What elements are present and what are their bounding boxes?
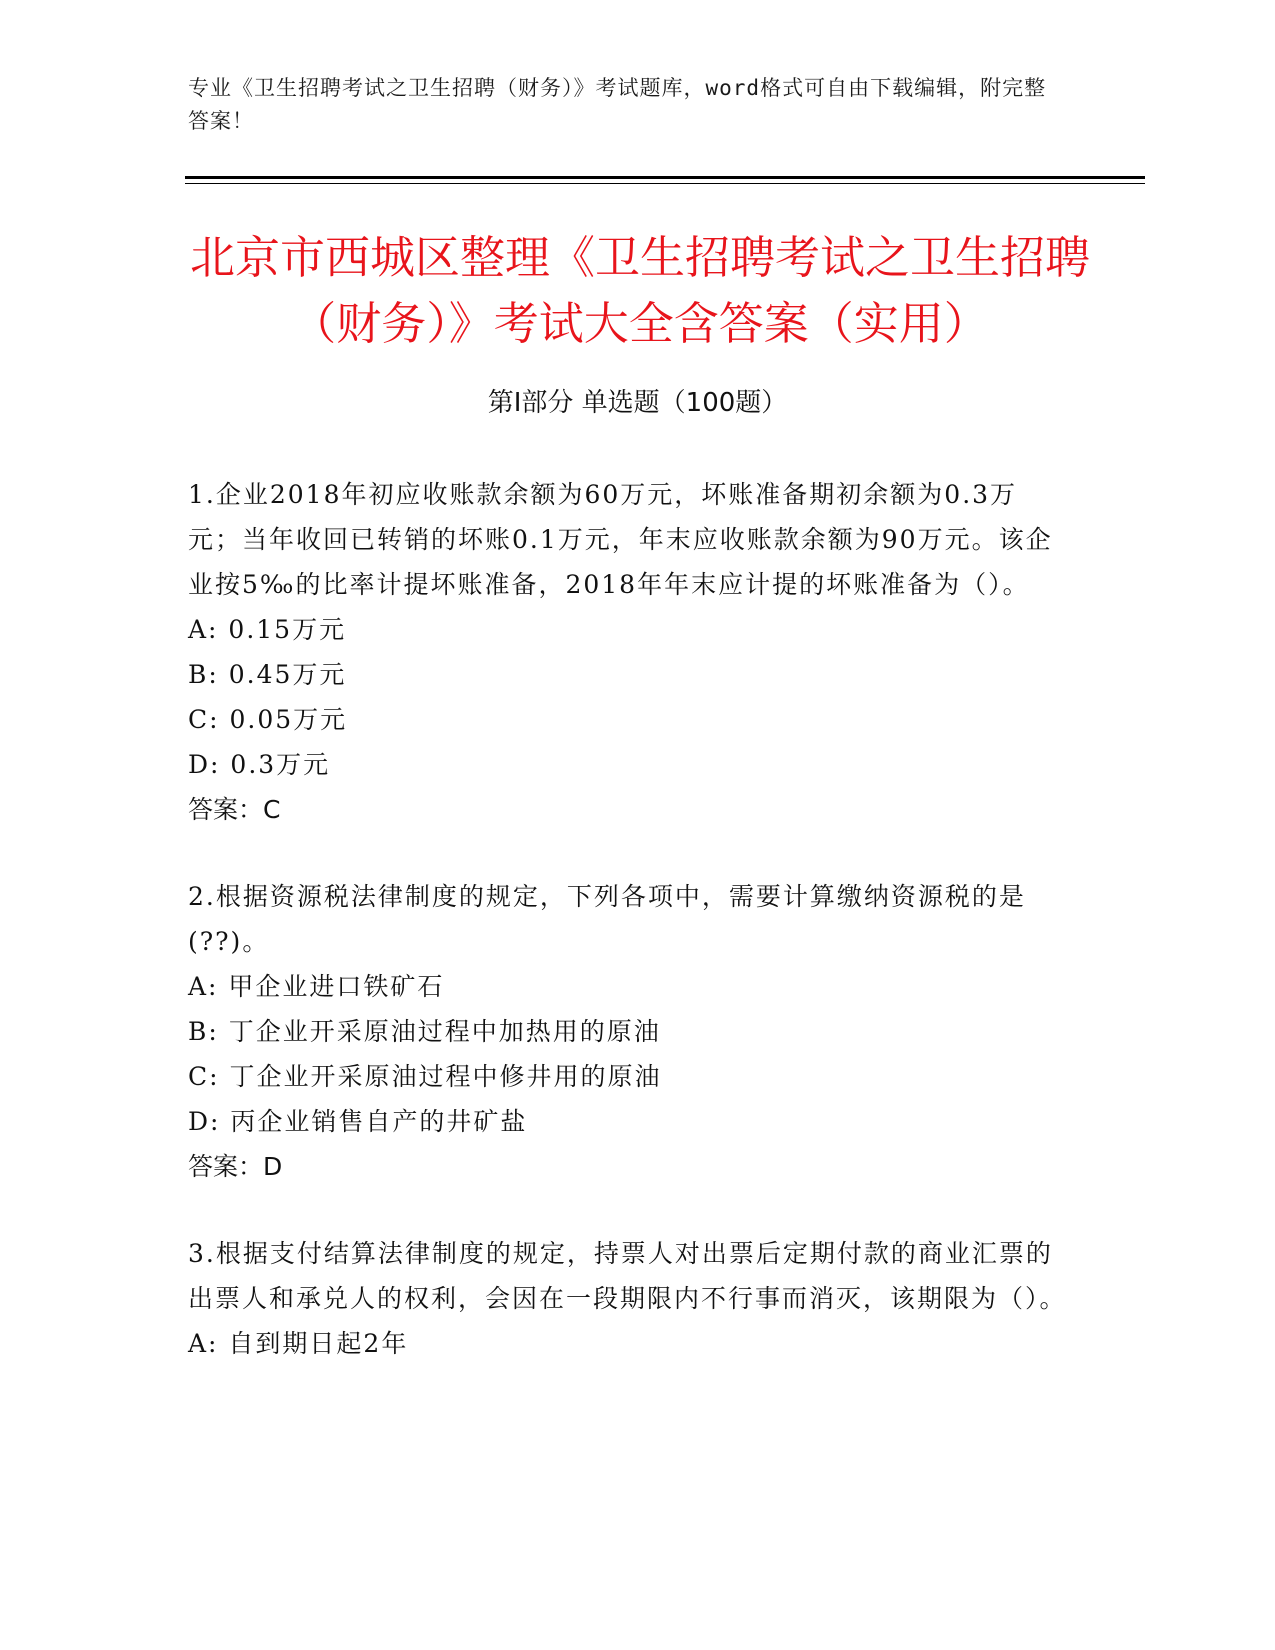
- option-b: B: 丁企业开采原油过程中加热用的原油: [188, 1017, 661, 1046]
- question-list: [188, 472, 1068, 1408]
- option-c: C: 0.05万元: [188, 705, 348, 734]
- document-title: 北京市西城区整理《卫生招聘考试之卫生招聘（财务）》考试大全含答案（实用）: [190, 231, 1091, 350]
- question-1: [188, 472, 1068, 832]
- header-divider-thick: [185, 176, 1145, 179]
- question-text: 3.根据支付结算法律制度的规定，持票人对出票后定期付款的商业汇票的出票人和承兑人的权利，会因在一段期限内不行事而消灭，该期限为（）。: [188, 1239, 1067, 1313]
- answer: 答案：D: [188, 1152, 283, 1181]
- header-divider-thin: [185, 183, 1145, 184]
- option-d: D: 丙企业销售自产的井矿盐: [188, 1107, 528, 1136]
- option-a: A: 自到期日起2年: [188, 1329, 409, 1358]
- question-2: [188, 874, 1068, 1189]
- section-heading: 第Ⅰ部分 单选题（100题）: [487, 388, 788, 418]
- option-b: B: 0.45万元: [188, 660, 347, 689]
- option-a: A: 甲企业进口铁矿石: [188, 972, 445, 1001]
- question-text: 2.根据资源税法律制度的规定，下列各项中，需要计算缴纳资源税的是(??)。: [188, 882, 1026, 956]
- question-3: [188, 1231, 1068, 1366]
- answer: 答案：C: [188, 795, 281, 824]
- option-c: C: 丁企业开采原油过程中修井用的原油: [188, 1062, 662, 1091]
- question-text: 1.企业2018年初应收账款余额为60万元，坏账准备期初余额为0.3万元；当年收回已转销的坏账0.1万元，年末应收账款余额为90万元。该企业按5‰的比率计提坏账准备，2018年年末应计提的坏账准备为（）。: [188, 480, 1053, 599]
- option-d: D: 0.3万元: [188, 750, 331, 779]
- option-a: A: 0.15万元: [188, 615, 347, 644]
- header-note: 专业《卫生招聘考试之卫生招聘（财务）》考试题库，word格式可自由下载编辑，附完整答案！: [188, 76, 1047, 133]
